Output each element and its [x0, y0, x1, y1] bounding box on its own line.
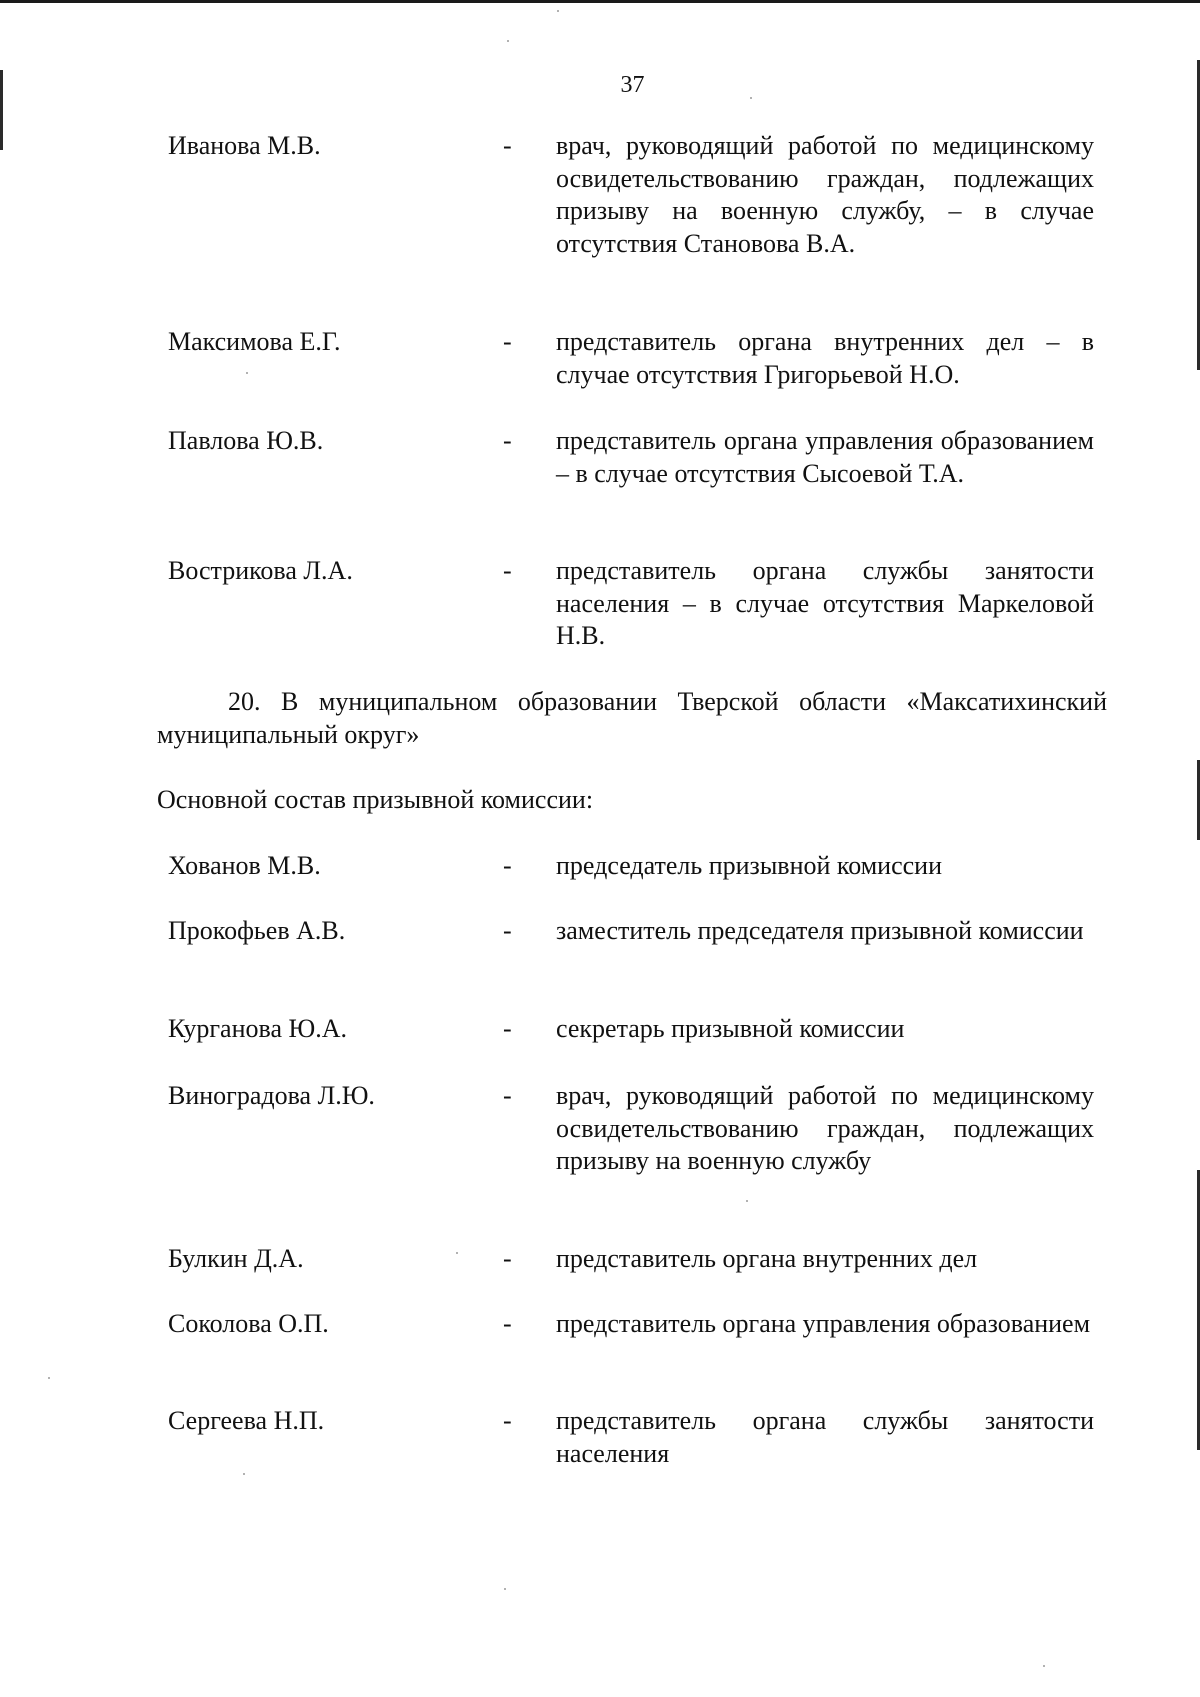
member-name: Сергеева Н.П. — [168, 1406, 325, 1435]
member-name: Максимова Е.Г. — [168, 327, 341, 356]
scan-speck — [507, 40, 509, 42]
member-role: представитель органа службы занятости населения — [556, 1406, 1094, 1468]
member-name: Иванова М.В. — [168, 131, 321, 160]
member-role: представитель органа управления образованием – в случае отсутствия Сысоевой Т.А. — [556, 426, 1094, 488]
scan-speck — [246, 372, 248, 374]
member-name: Соколова О.П. — [168, 1309, 329, 1338]
member-dash: - — [503, 1309, 512, 1338]
scan-speck — [48, 1377, 50, 1379]
member-dash: - — [503, 1014, 512, 1043]
scan-speck — [746, 1200, 748, 1202]
member-name: Прокофьев А.В. — [168, 916, 346, 945]
member-role: представитель органа внутренних дел – в случае отсутствия Григорьевой Н.О. — [556, 327, 1094, 389]
member-dash: - — [503, 916, 512, 945]
member-dash: - — [503, 426, 512, 455]
member-dash: - — [503, 556, 512, 585]
page-number: 37 — [620, 72, 645, 98]
member-role: врач, руководящий работой по медицинскому освидетельствованию граждан, подлежащих призыву на военную службу — [556, 1081, 1094, 1175]
scan-speck — [243, 1473, 245, 1475]
scan-speck — [557, 10, 559, 12]
member-name: Булкин Д.А. — [168, 1244, 304, 1273]
member-role: заместитель председателя призывной комиссии — [556, 916, 1084, 945]
member-name: Курганова Ю.А. — [168, 1014, 347, 1043]
member-name: Виноградова Л.Ю. — [168, 1081, 375, 1110]
scan-speck — [1043, 1665, 1045, 1667]
member-role: председатель призывной комиссии — [556, 851, 942, 880]
member-role: представитель органа службы занятости населения – в случае отсутствия Маркеловой Н.В. — [556, 556, 1094, 650]
member-dash: - — [503, 1406, 512, 1435]
scan-top-border — [0, 0, 1200, 3]
member-dash: - — [503, 851, 512, 880]
section-heading: 20. В муниципальном образовании Тверской области «Максатихинский муниципальный округ» — [157, 687, 1107, 749]
member-role: врач, руководящий работой по медицинскому освидетельствованию граждан, подлежащих призыву на военную службу, – в случае отсутствия Становова В.А. — [556, 131, 1094, 258]
member-name: Павлова Ю.В. — [168, 426, 324, 455]
member-dash: - — [503, 327, 512, 356]
member-dash: - — [503, 1081, 512, 1110]
scan-speck — [504, 1588, 506, 1590]
member-role: представитель органа внутренних дел — [556, 1244, 978, 1273]
scan-speck — [456, 1252, 458, 1254]
member-dash: - — [503, 131, 512, 160]
member-name: Хованов М.В. — [168, 851, 321, 880]
member-name: Вострикова Л.А. — [168, 556, 353, 585]
composition-title: Основной состав призывной комиссии: — [157, 785, 594, 814]
member-role: секретарь призывной комиссии — [556, 1014, 905, 1043]
member-dash: - — [503, 1244, 512, 1273]
member-role: представитель органа управления образованием — [556, 1309, 1091, 1338]
